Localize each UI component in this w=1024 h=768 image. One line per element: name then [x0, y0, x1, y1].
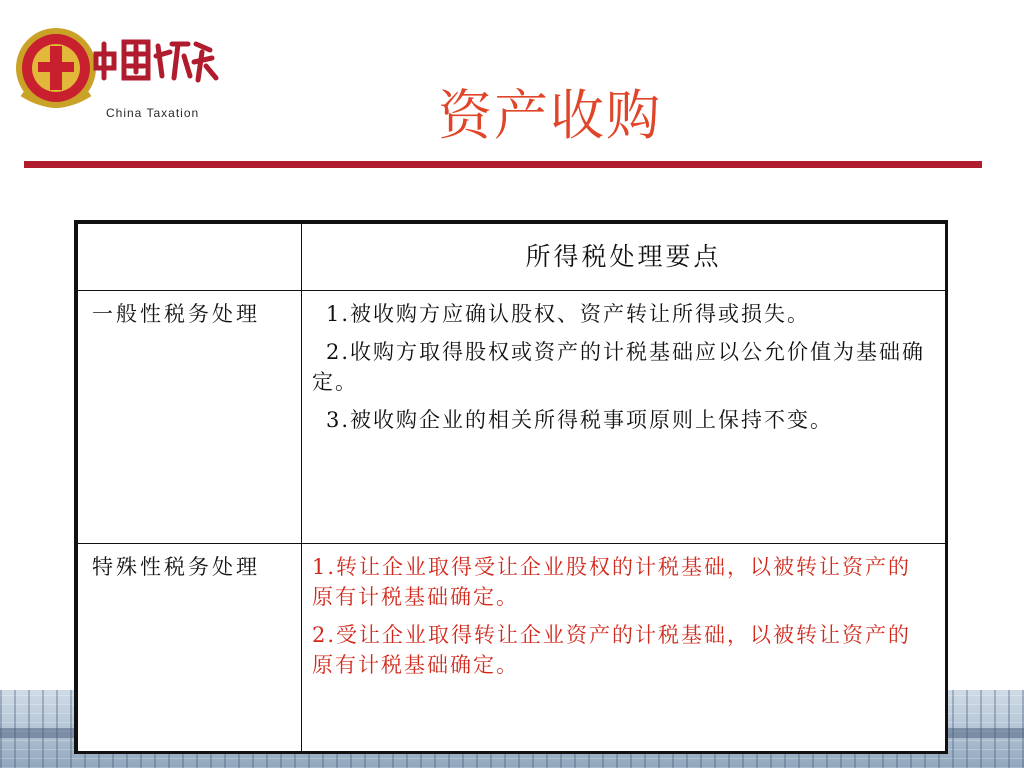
table-row-general-treatment [78, 291, 946, 544]
row-label-special: 特殊性税务处理 [78, 544, 302, 752]
tax-treatment-table [74, 220, 948, 754]
logo-english-text: China Taxation [106, 106, 200, 120]
table-row-special-treatment [78, 544, 946, 752]
special-point-1: 1.转让企业取得受让企业股权的计税基础，以被转让资产的原有计税基础确定。 [312, 555, 912, 609]
general-point-3: 3.被收购企业的相关所得税事项原则上保持不变。 [326, 408, 834, 432]
china-taxation-logo [12, 16, 222, 120]
special-point-2: 2.受让企业取得转让企业资产的计税基础，以被转让资产的原有计税基础确定。 [312, 623, 912, 677]
points-table [77, 223, 946, 752]
row-label-general: 一般性税务处理 [78, 291, 302, 544]
page-title: 资产收购 [438, 84, 662, 147]
tax-emblem-icon [12, 16, 222, 120]
general-point-2: 2.收购方取得股权或资产的计税基础应以公允价值为基础确定。 [312, 340, 926, 394]
header-cell-empty [78, 224, 302, 291]
points-cell-general [302, 291, 946, 544]
header-cell-key-points: 所得税处理要点 [302, 224, 946, 291]
general-point-1: 1.被收购方应确认股权、资产转让所得或损失。 [326, 302, 811, 326]
table-header-row [78, 224, 946, 291]
title-underline [24, 161, 982, 168]
points-cell-special [302, 544, 946, 752]
